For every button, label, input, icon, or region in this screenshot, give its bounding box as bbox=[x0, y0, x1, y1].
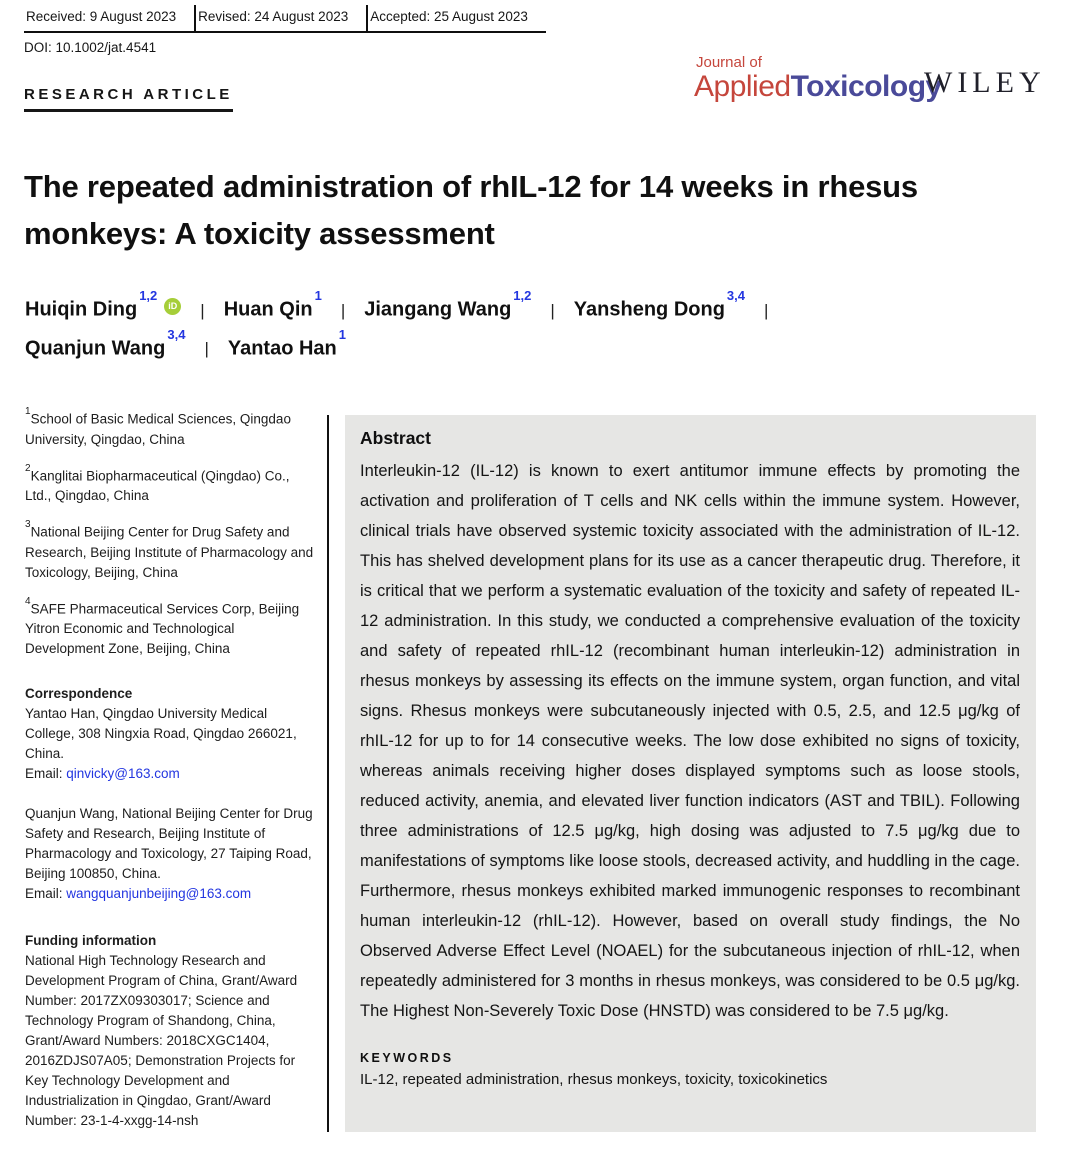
journal-logo-toxicology: Toxicology bbox=[790, 70, 942, 103]
affiliation-4: $^4$SAFE Pharmaceutical Services Corp, Beijing Yitron Economic and Technological Development Zone, Beijing, China bbox=[25, 595, 300, 656]
revised-date: Revised: 24 August 2023 bbox=[196, 5, 366, 33]
received-date: Received: 9 August 2023 bbox=[24, 5, 194, 33]
correspondence-entry-1: Yantao Han, Qingdao University Medical College, 308 Ningxia Road, Qingdao 266021, China. Email: qinvicky@163.com bbox=[25, 706, 297, 781]
author-name: Huiqin Ding$^{1,2}$iD bbox=[25, 296, 181, 322]
affiliation-1: $^1$School of Basic Medical Sciences, Qingdao University, Qingdao, China bbox=[25, 406, 291, 447]
author-name: Quanjun Wang$^{3,4}$ bbox=[25, 326, 186, 360]
funding-text: National High Technology Research and Development Program of China, Grant/Award Number: 2017ZX09303017; Science and Technology Program of Shandong, China, Grant/Award Numbers: 2018CXGC1404, 2016ZDJS07A05; Demonstration Projects for Key Technology Development and Industrialization in Qingdao, Grant/Award Number: 23-1-4-xxgg-14-nsh bbox=[25, 953, 298, 1128]
journal-logo-applied: Applied bbox=[694, 70, 791, 103]
meta-bar bbox=[24, 5, 546, 33]
author-name: Jiangang Wang$^{1,2}$ bbox=[364, 288, 532, 321]
keywords-text: IL-12, repeated administration, rhesus monkeys, toxicity, toxicokinetics bbox=[360, 1071, 828, 1088]
funding-section bbox=[25, 931, 315, 1131]
author-affil-sup: 1,2 bbox=[513, 288, 532, 303]
email-label: Email: bbox=[25, 886, 67, 901]
author-separator: | bbox=[764, 300, 769, 320]
author-separator: | bbox=[204, 339, 209, 359]
author-row-2 bbox=[25, 326, 985, 361]
funding-heading: Funding information bbox=[25, 933, 157, 948]
affiliation-2: $^2$Kanglitai Biopharmaceutical (Qingdao) Co., Ltd., Qingdao, China bbox=[25, 462, 290, 503]
author-affil-sup: 1 bbox=[338, 326, 347, 342]
correspondence-heading: Correspondence bbox=[25, 686, 133, 701]
affiliation-3: $^3$National Beijing Center for Drug Safety and Research, Beijing Institute of Pharmacology and Toxicology, Beijing, China bbox=[25, 519, 314, 580]
article-type-label: RESEARCH ARTICLE bbox=[24, 86, 233, 112]
author-affil-sup: 3,4 bbox=[726, 288, 745, 303]
correspondence-section bbox=[25, 684, 315, 904]
author-name: Yansheng Dong$^{3,4}$ bbox=[573, 288, 745, 321]
email-link[interactable]: wangquanjunbeijing@163.com bbox=[66, 886, 252, 901]
page-title: The repeated administration of rhIL-12 for 14 weeks in rhesus monkeys: A toxicity assessment bbox=[24, 169, 918, 251]
author-affil-sup: 3,4 bbox=[167, 326, 186, 342]
author-affil-sup: 1,2 bbox=[139, 288, 158, 303]
author-affil-sup: 1 bbox=[314, 288, 322, 303]
keywords-heading: KEYWORDS bbox=[360, 1051, 454, 1065]
author-separator: | bbox=[200, 300, 205, 320]
column-divider-rule bbox=[327, 415, 329, 1132]
author-list bbox=[25, 288, 985, 373]
email-link[interactable]: qinvicky@163.com bbox=[66, 766, 180, 781]
email-label: Email: bbox=[25, 766, 67, 781]
wiley-logo: WILEY bbox=[924, 66, 1046, 99]
article-info-column bbox=[25, 406, 315, 1131]
correspondence-entry-2: Quanjun Wang, National Beijing Center for Drug Safety and Research, Beijing Institute of Pharmacology and Toxicology, 27 Taiping Road, Beijing 100850, China. Email: wangquanjunbeijing@163.com bbox=[25, 806, 313, 901]
author-row-1 bbox=[25, 288, 985, 322]
abstract-heading: Abstract bbox=[360, 428, 431, 448]
abstract-text: Interleukin-12 (IL-12) is known to exert antitumor immune effects by promoting the activation and proliferation of T cells and NK cells within the immune system. However, clinical trials have observed systemic toxicity associated with the administration of IL-12. This has shelved development plans for its use as a cancer therapeutic drug. Therefore, it is critical that we perform a systematic evaluation of the toxicity and safety of repeated IL-12 administration. In this study, we conducted a comprehensive evaluation of the toxicity and safety of repeated rhIL-12 (recombinant human interleukin-12) administration in rhesus monkeys by assessing its effects on the immune system, organ function, and vital signs. Rhesus monkeys were subcutaneously injected with 0.5, 2.5, and 12.5 μg/kg of rhIL-12 for up to for 14 consecutive weeks. The low dose exhibited no signs of toxicity, whereas animals receiving higher doses displayed symptoms such as loose stools, reduced activity, anemia, and elevated liver function indicators (AST and TBIL). Following three administrations of 12.5 μg/kg, high dosing was adjusted to 7.5 μg/kg due to manifestations of symptoms like loose stools, decreased activity, and huddling in the cage. Furthermore, rhesus monkeys exhibited marked immunogenic responses to recombinant human interleukin-12 (rhIL-12). However, based on overall study findings, the No Observed Adverse Effect Level (NOAEL) for the subcutaneous injection of rhIL-12, when repeatedly administered for 3 months in rhesus monkeys, was considered to be 0.5 μg/kg. The Highest Non-Severely Toxic Dose (HNSTD) was considered to be 7.5 μg/kg. bbox=[360, 462, 1020, 1020]
author-separator: | bbox=[550, 300, 555, 320]
journal-logo bbox=[694, 55, 942, 102]
author-name: Huan Qin$^1$ bbox=[223, 288, 322, 321]
journal-logo-smallline: Journal of bbox=[696, 54, 762, 71]
author-name: Yantao Han$^1$ bbox=[227, 326, 347, 360]
doi-text: DOI: 10.1002/jat.4541 bbox=[24, 40, 157, 55]
abstract-panel bbox=[345, 415, 1036, 1132]
accepted-date: Accepted: 25 August 2023 bbox=[368, 5, 546, 33]
author-separator: | bbox=[340, 300, 346, 320]
orcid-icon[interactable]: iD bbox=[164, 298, 181, 315]
